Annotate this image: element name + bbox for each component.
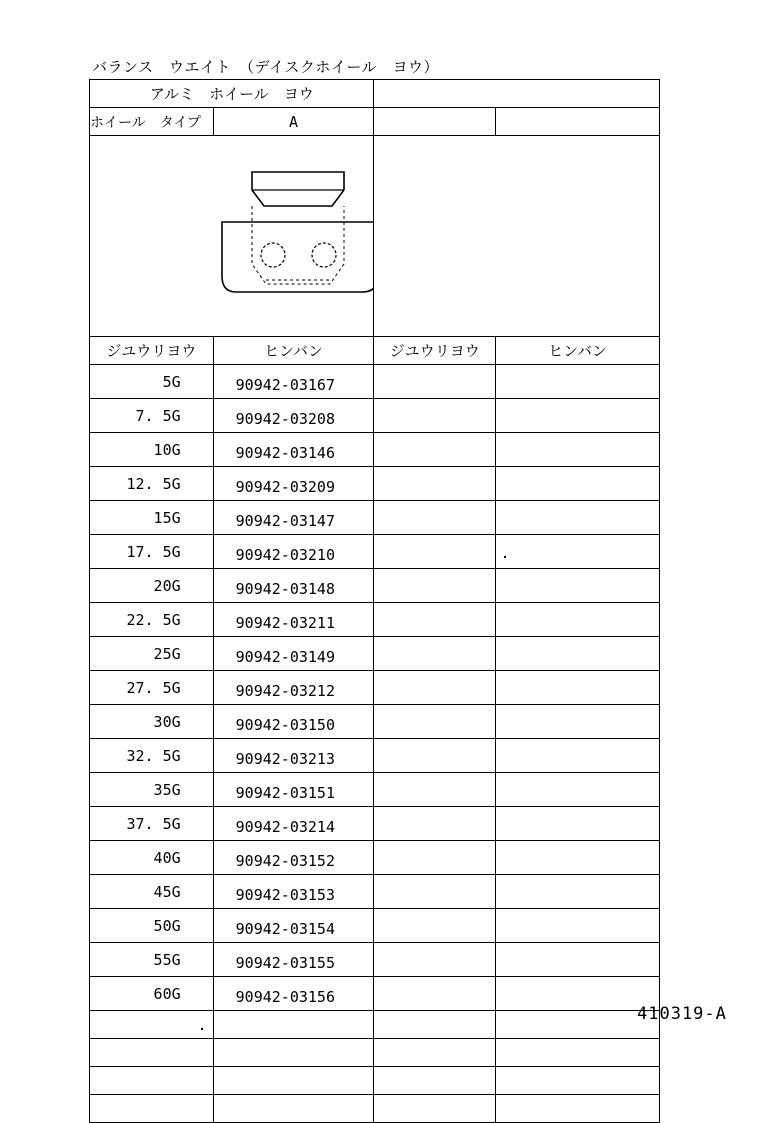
empty-cell bbox=[374, 739, 496, 773]
empty-cell bbox=[496, 807, 660, 841]
empty-cell bbox=[496, 365, 660, 399]
weight-cell: 15G bbox=[90, 501, 214, 535]
empty-cell bbox=[90, 1095, 214, 1123]
empty-cell bbox=[374, 467, 496, 501]
empty-cell bbox=[496, 603, 660, 637]
empty-cell bbox=[374, 909, 496, 943]
part-number-cell: 90942-03211 bbox=[213, 603, 374, 637]
empty-row bbox=[90, 1039, 660, 1067]
part-number-cell: 90942-03208 bbox=[213, 399, 374, 433]
weight-cell: 37. 5G bbox=[90, 807, 214, 841]
empty-cell bbox=[374, 807, 496, 841]
table-row bbox=[90, 841, 660, 875]
empty-cell bbox=[90, 1011, 214, 1039]
empty-cell bbox=[213, 1039, 374, 1067]
column-header-row bbox=[90, 337, 660, 365]
table-row bbox=[90, 603, 660, 637]
weight-cell: 45G bbox=[90, 875, 214, 909]
table-row bbox=[90, 977, 660, 1011]
empty-cell bbox=[374, 501, 496, 535]
weight-cell: 32. 5G bbox=[90, 739, 214, 773]
part-number-cell: 90942-03146 bbox=[213, 433, 374, 467]
weight-cell: 60G bbox=[90, 977, 214, 1011]
table-row bbox=[90, 943, 660, 977]
weight-cell: 22. 5G bbox=[90, 603, 214, 637]
empty-cell bbox=[374, 1095, 496, 1123]
part-number-cell: 90942-03167 bbox=[213, 365, 374, 399]
weight-cell: 20G bbox=[90, 569, 214, 603]
parts-table bbox=[89, 79, 660, 1123]
part-number-cell: 90942-03210 bbox=[213, 535, 374, 569]
weight-cell: 40G bbox=[90, 841, 214, 875]
table-row bbox=[90, 671, 660, 705]
part-number-cell: 90942-03152 bbox=[213, 841, 374, 875]
stray-mark bbox=[201, 1028, 203, 1030]
part-number-cell: 90942-03156 bbox=[213, 977, 374, 1011]
weight-cell: 5G bbox=[90, 365, 214, 399]
empty-cell bbox=[90, 1039, 214, 1067]
column-part-1: ヒンバン bbox=[213, 337, 374, 365]
empty-cell bbox=[213, 1067, 374, 1095]
empty-row bbox=[90, 1011, 660, 1039]
empty-cell bbox=[496, 535, 660, 569]
empty-cell bbox=[496, 637, 660, 671]
empty-cell bbox=[213, 1095, 374, 1123]
table-row bbox=[90, 637, 660, 671]
empty-material-cell bbox=[374, 80, 660, 108]
weight-cell: 25G bbox=[90, 637, 214, 671]
empty-cell bbox=[374, 637, 496, 671]
table-row bbox=[90, 739, 660, 773]
table-row bbox=[90, 875, 660, 909]
table-row bbox=[90, 467, 660, 501]
weight-cell: 55G bbox=[90, 943, 214, 977]
empty-type-cell bbox=[374, 108, 496, 136]
table-row bbox=[90, 399, 660, 433]
empty-cell bbox=[496, 1039, 660, 1067]
empty-cell bbox=[496, 569, 660, 603]
column-weight-2: ジユウリヨウ bbox=[374, 337, 496, 365]
weight-cell: 35G bbox=[90, 773, 214, 807]
stray-mark bbox=[504, 556, 506, 558]
part-number-cell: 90942-03214 bbox=[213, 807, 374, 841]
empty-cell bbox=[496, 1011, 660, 1039]
weight-cell: 12. 5G bbox=[90, 467, 214, 501]
table-row bbox=[90, 807, 660, 841]
empty-cell bbox=[496, 705, 660, 739]
empty-row bbox=[90, 1095, 660, 1123]
weight-cell: 50G bbox=[90, 909, 214, 943]
empty-cell bbox=[496, 909, 660, 943]
empty-cell bbox=[496, 739, 660, 773]
part-number-cell: 90942-03149 bbox=[213, 637, 374, 671]
empty-cell bbox=[374, 671, 496, 705]
wheel-type-label: ホイール タイプ bbox=[90, 108, 214, 136]
empty-cell bbox=[374, 943, 496, 977]
empty-row bbox=[90, 1067, 660, 1095]
empty-cell bbox=[496, 977, 660, 1011]
weight-cell: 30G bbox=[90, 705, 214, 739]
drawing-code: 410319-A bbox=[637, 1004, 727, 1024]
part-number-cell: 90942-03148 bbox=[213, 569, 374, 603]
empty-cell bbox=[374, 1067, 496, 1095]
part-number-cell: 90942-03209 bbox=[213, 467, 374, 501]
empty-cell bbox=[374, 1039, 496, 1067]
weight-cell: 10G bbox=[90, 433, 214, 467]
empty-cell bbox=[374, 569, 496, 603]
wheel-type-row bbox=[90, 108, 660, 136]
table-row bbox=[90, 535, 660, 569]
empty-cell bbox=[374, 603, 496, 637]
wheel-material-label: アルミ ホイール ヨウ bbox=[90, 80, 374, 108]
empty-cell bbox=[496, 841, 660, 875]
wheel-type-value: A bbox=[213, 108, 374, 136]
empty-cell bbox=[374, 705, 496, 739]
empty-cell bbox=[374, 841, 496, 875]
empty-cell bbox=[374, 1011, 496, 1039]
table-row bbox=[90, 909, 660, 943]
empty-type-cell-2 bbox=[496, 108, 660, 136]
empty-cell bbox=[496, 467, 660, 501]
balance-weight-icon bbox=[162, 154, 374, 314]
empty-cell bbox=[374, 773, 496, 807]
empty-cell bbox=[374, 365, 496, 399]
empty-cell bbox=[496, 671, 660, 705]
empty-cell bbox=[496, 433, 660, 467]
weight-cell: 7. 5G bbox=[90, 399, 214, 433]
figure-cell bbox=[90, 136, 374, 337]
part-number-cell: 90942-03151 bbox=[213, 773, 374, 807]
empty-cell bbox=[374, 433, 496, 467]
table-row bbox=[90, 705, 660, 739]
part-number-cell: 90942-03155 bbox=[213, 943, 374, 977]
empty-cell bbox=[374, 535, 496, 569]
empty-cell bbox=[374, 399, 496, 433]
column-part-2: ヒンバン bbox=[496, 337, 660, 365]
empty-cell bbox=[496, 1067, 660, 1095]
empty-cell bbox=[374, 977, 496, 1011]
empty-cell bbox=[496, 875, 660, 909]
empty-cell bbox=[496, 943, 660, 977]
table-row bbox=[90, 773, 660, 807]
table-row bbox=[90, 433, 660, 467]
part-number-cell: 90942-03212 bbox=[213, 671, 374, 705]
empty-cell bbox=[90, 1067, 214, 1095]
table-row bbox=[90, 501, 660, 535]
empty-cell bbox=[496, 773, 660, 807]
column-weight-1: ジユウリヨウ bbox=[90, 337, 214, 365]
part-number-cell: 90942-03150 bbox=[213, 705, 374, 739]
page-title: バランス ウエイト （デイスクホイール ヨウ） bbox=[92, 58, 440, 76]
part-number-cell: 90942-03153 bbox=[213, 875, 374, 909]
part-number-cell: 90942-03147 bbox=[213, 501, 374, 535]
weight-cell: 27. 5G bbox=[90, 671, 214, 705]
figure-row bbox=[90, 136, 660, 337]
empty-cell bbox=[213, 1011, 374, 1039]
weight-cell: 17. 5G bbox=[90, 535, 214, 569]
empty-cell bbox=[374, 875, 496, 909]
empty-cell bbox=[496, 399, 660, 433]
part-number-cell: 90942-03154 bbox=[213, 909, 374, 943]
empty-cell bbox=[496, 501, 660, 535]
table-row bbox=[90, 569, 660, 603]
empty-figure-cell bbox=[374, 136, 660, 337]
material-row bbox=[90, 80, 660, 108]
empty-cell bbox=[496, 1095, 660, 1123]
part-number-cell: 90942-03213 bbox=[213, 739, 374, 773]
table-row bbox=[90, 365, 660, 399]
